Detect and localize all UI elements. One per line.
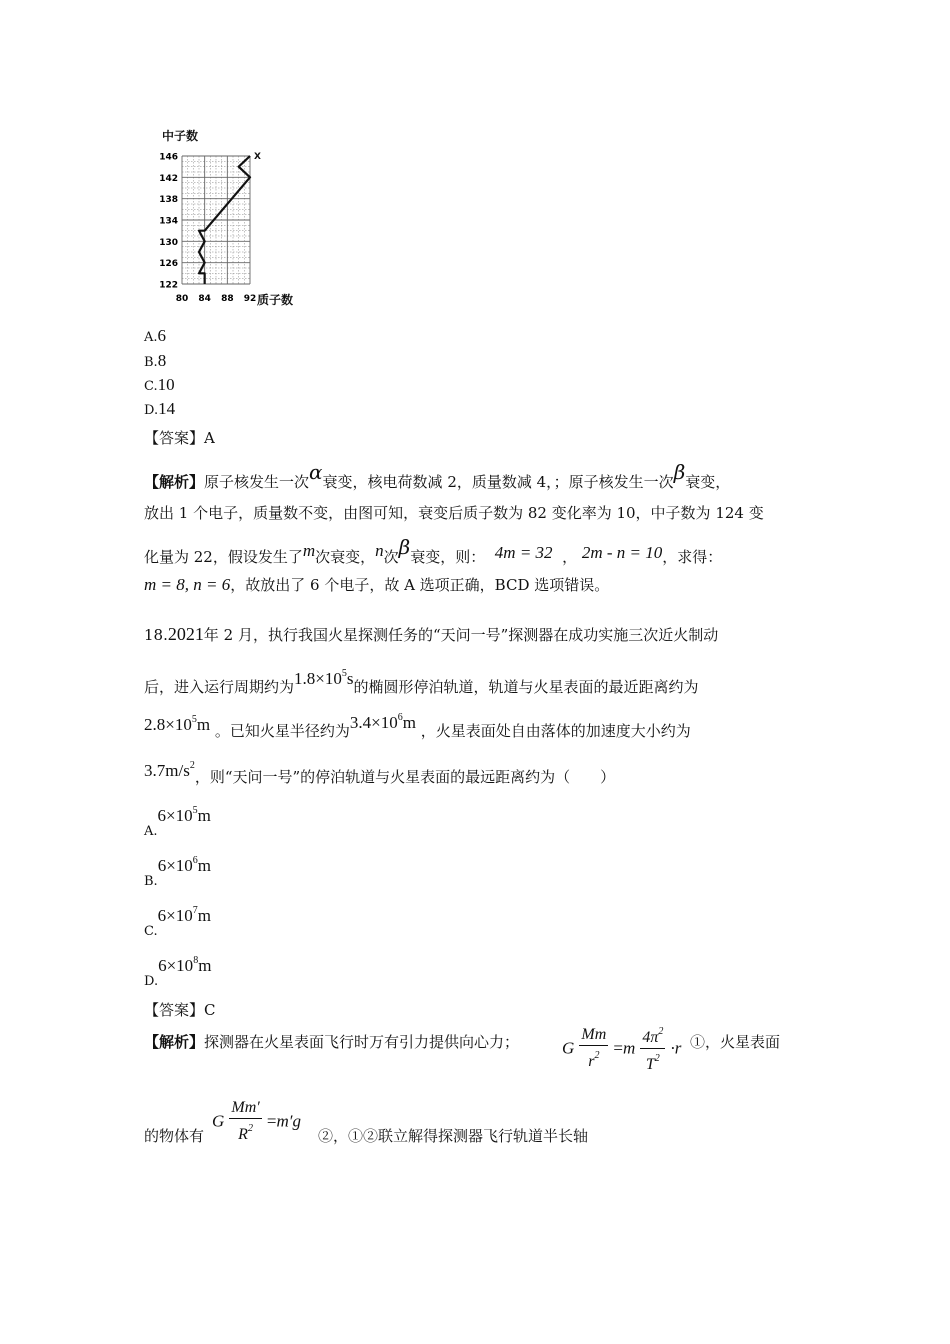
q18-analysis-line2a: 的物体有 bbox=[144, 1127, 205, 1145]
option-letter: A. bbox=[144, 824, 158, 839]
text: 探测器在火星表面飞行时万有引力提供向心力； bbox=[204, 1033, 520, 1051]
q17-analysis-line3: 化量为 22，假设发生了m次衰变，n次β衰变，则： 4m = 32 ， 2m - n = 10，求得： bbox=[144, 535, 723, 566]
q17-option-b bbox=[144, 351, 166, 373]
q18-option-c bbox=[144, 901, 211, 942]
q18-analysis-line2b: ②，①②联立解得探测器飞行轨道半长轴 bbox=[318, 1127, 589, 1145]
math-base: 6×10 bbox=[157, 806, 193, 825]
text: 化量为 22，假设发生了 bbox=[144, 548, 303, 566]
q17-option-a bbox=[144, 326, 166, 348]
math-unit: m bbox=[197, 806, 211, 825]
text: ，故放出了 6 个电子，故 A 选项正确，BCD 选项错误。 bbox=[230, 576, 610, 594]
math-unit: m bbox=[196, 715, 211, 734]
option-value: 14 bbox=[158, 399, 176, 418]
math-exp: 5 bbox=[192, 805, 198, 816]
analysis-label: 【解析】 bbox=[144, 473, 205, 491]
math-base: 6×10 bbox=[157, 906, 193, 925]
math-unit: m bbox=[402, 713, 416, 732]
text: 。已知火星半径约为 bbox=[214, 722, 350, 740]
equation: 2m - n = 10 bbox=[581, 543, 663, 562]
math-exp: 5 bbox=[191, 714, 197, 725]
x-tick-label: 80 bbox=[175, 294, 189, 304]
x-tick-label: 92 bbox=[243, 294, 257, 304]
text: 的椭圆形停泊轨道，轨道与火星表面的最近距离约为 bbox=[353, 678, 699, 696]
math-exp: 6 bbox=[192, 855, 198, 866]
math-exp: 2 bbox=[189, 760, 195, 771]
question-number: 18. bbox=[144, 626, 168, 644]
q17-analysis-line1 bbox=[144, 462, 730, 492]
chart-y-ticks bbox=[159, 153, 178, 291]
q18-analysis-line1 bbox=[144, 1032, 519, 1052]
q18-line3 bbox=[144, 708, 691, 741]
text: 衰变，核电荷数减 2，质量数减 4，；原子核发生一次 bbox=[322, 473, 674, 491]
q17-analysis-line2: 放出 1 个电子，质量数不变，由图可知，衰变后质子数为 82 变化率为 10，中子数为 124 变 bbox=[144, 504, 764, 522]
q18-line1 bbox=[144, 624, 718, 645]
y-tick-label: 130 bbox=[159, 237, 178, 248]
text: 次 bbox=[383, 548, 399, 566]
math-unit: m bbox=[198, 956, 212, 975]
text: 后，进入运行周期约为 bbox=[144, 678, 295, 696]
option-value: 8 bbox=[157, 351, 167, 370]
year: 2021 bbox=[167, 624, 204, 644]
text: ，求得： bbox=[662, 548, 723, 566]
math-unit: m bbox=[197, 856, 212, 875]
option-letter: B. bbox=[144, 355, 158, 370]
math-base: 3.4×10 bbox=[349, 713, 398, 732]
text: ，火星表面处自由落体的加速度大小约为 bbox=[420, 722, 691, 740]
text: 次衰变， bbox=[315, 548, 376, 566]
math-base: 2.8×10 bbox=[144, 715, 192, 734]
text: ，则“天问一号”的停泊轨道与火星表面的最远距离约为（ ） bbox=[194, 768, 616, 786]
y-tick-label: 146 bbox=[159, 152, 178, 163]
math-unit: m bbox=[197, 906, 211, 925]
beta-symbol: β bbox=[398, 535, 411, 559]
chart-x-ticks bbox=[176, 294, 257, 304]
y-tick-label: 134 bbox=[159, 216, 178, 227]
math-exp: 5 bbox=[341, 668, 347, 679]
y-tick-label: 142 bbox=[159, 173, 178, 184]
q18-answer: 【答案】C bbox=[144, 1001, 216, 1019]
math-var: n bbox=[375, 541, 384, 560]
equation: m = 8, n = 6 bbox=[144, 575, 231, 594]
math-var: m bbox=[302, 541, 316, 560]
math-base: 6×10 bbox=[157, 856, 193, 875]
proton-neutron-chart bbox=[150, 122, 320, 318]
option-letter: B. bbox=[144, 874, 158, 889]
q17-analysis-line4 bbox=[144, 575, 609, 595]
q17-option-d bbox=[144, 399, 175, 421]
q18-analysis-line1-end: ①，火星表面 bbox=[690, 1033, 781, 1051]
chart-end-label: X bbox=[254, 152, 261, 162]
option-letter: C. bbox=[144, 924, 158, 939]
x-tick-label: 88 bbox=[221, 294, 234, 304]
option-letter: D. bbox=[144, 974, 159, 989]
q17-option-c bbox=[144, 375, 175, 397]
text: 衰变，则： bbox=[410, 548, 486, 566]
math-exp: 8 bbox=[193, 955, 199, 966]
beta-symbol: β bbox=[673, 460, 686, 484]
formula-surface-gravity: G $\frac{Mm'}{R^2}$ =m′g bbox=[212, 1099, 301, 1143]
equation: 4m = 32 bbox=[494, 543, 553, 562]
math-exp: 7 bbox=[192, 905, 198, 916]
y-tick-label: 122 bbox=[159, 280, 178, 291]
q18-line2 bbox=[144, 664, 699, 697]
math-base: 3.7m/s bbox=[144, 761, 190, 780]
math-exp: 6 bbox=[397, 712, 403, 723]
text: 年 2 月，执行我国火星探测任务的“天问一号”探测器在成功实施三次近火制动 bbox=[203, 626, 719, 644]
x-tick-label: 84 bbox=[198, 294, 211, 304]
chart-grid bbox=[182, 156, 250, 284]
q18-option-d bbox=[144, 951, 211, 992]
text: 衰变， bbox=[685, 473, 731, 491]
text: 原子核发生一次 bbox=[204, 473, 310, 491]
q18-option-b bbox=[144, 851, 211, 892]
option-letter: D. bbox=[144, 403, 159, 418]
q17-answer: 【答案】A bbox=[144, 429, 215, 447]
alpha-symbol: α bbox=[309, 460, 323, 484]
formula-gravity-centripetal: G $\frac{Mm}{r^2}$ =m $\frac{4\pi^2}{T^2}$ ·r bbox=[562, 1022, 681, 1075]
chart-xlabel: 质子数 bbox=[257, 293, 294, 307]
math-base: 1.8×10 bbox=[294, 669, 342, 688]
option-letter: C. bbox=[144, 379, 158, 394]
y-tick-label: 126 bbox=[159, 259, 178, 270]
q18-option-a bbox=[144, 801, 211, 842]
y-tick-label: 138 bbox=[159, 195, 178, 206]
option-letter: A. bbox=[144, 330, 158, 345]
chart-ylabel: 中子数 bbox=[162, 129, 199, 143]
analysis-label: 【解析】 bbox=[144, 1033, 205, 1051]
math-base: 6×10 bbox=[158, 956, 194, 975]
option-value: 10 bbox=[157, 375, 175, 394]
option-value: 6 bbox=[157, 326, 167, 345]
q18-line4 bbox=[144, 756, 615, 787]
math-unit: s bbox=[346, 669, 354, 688]
